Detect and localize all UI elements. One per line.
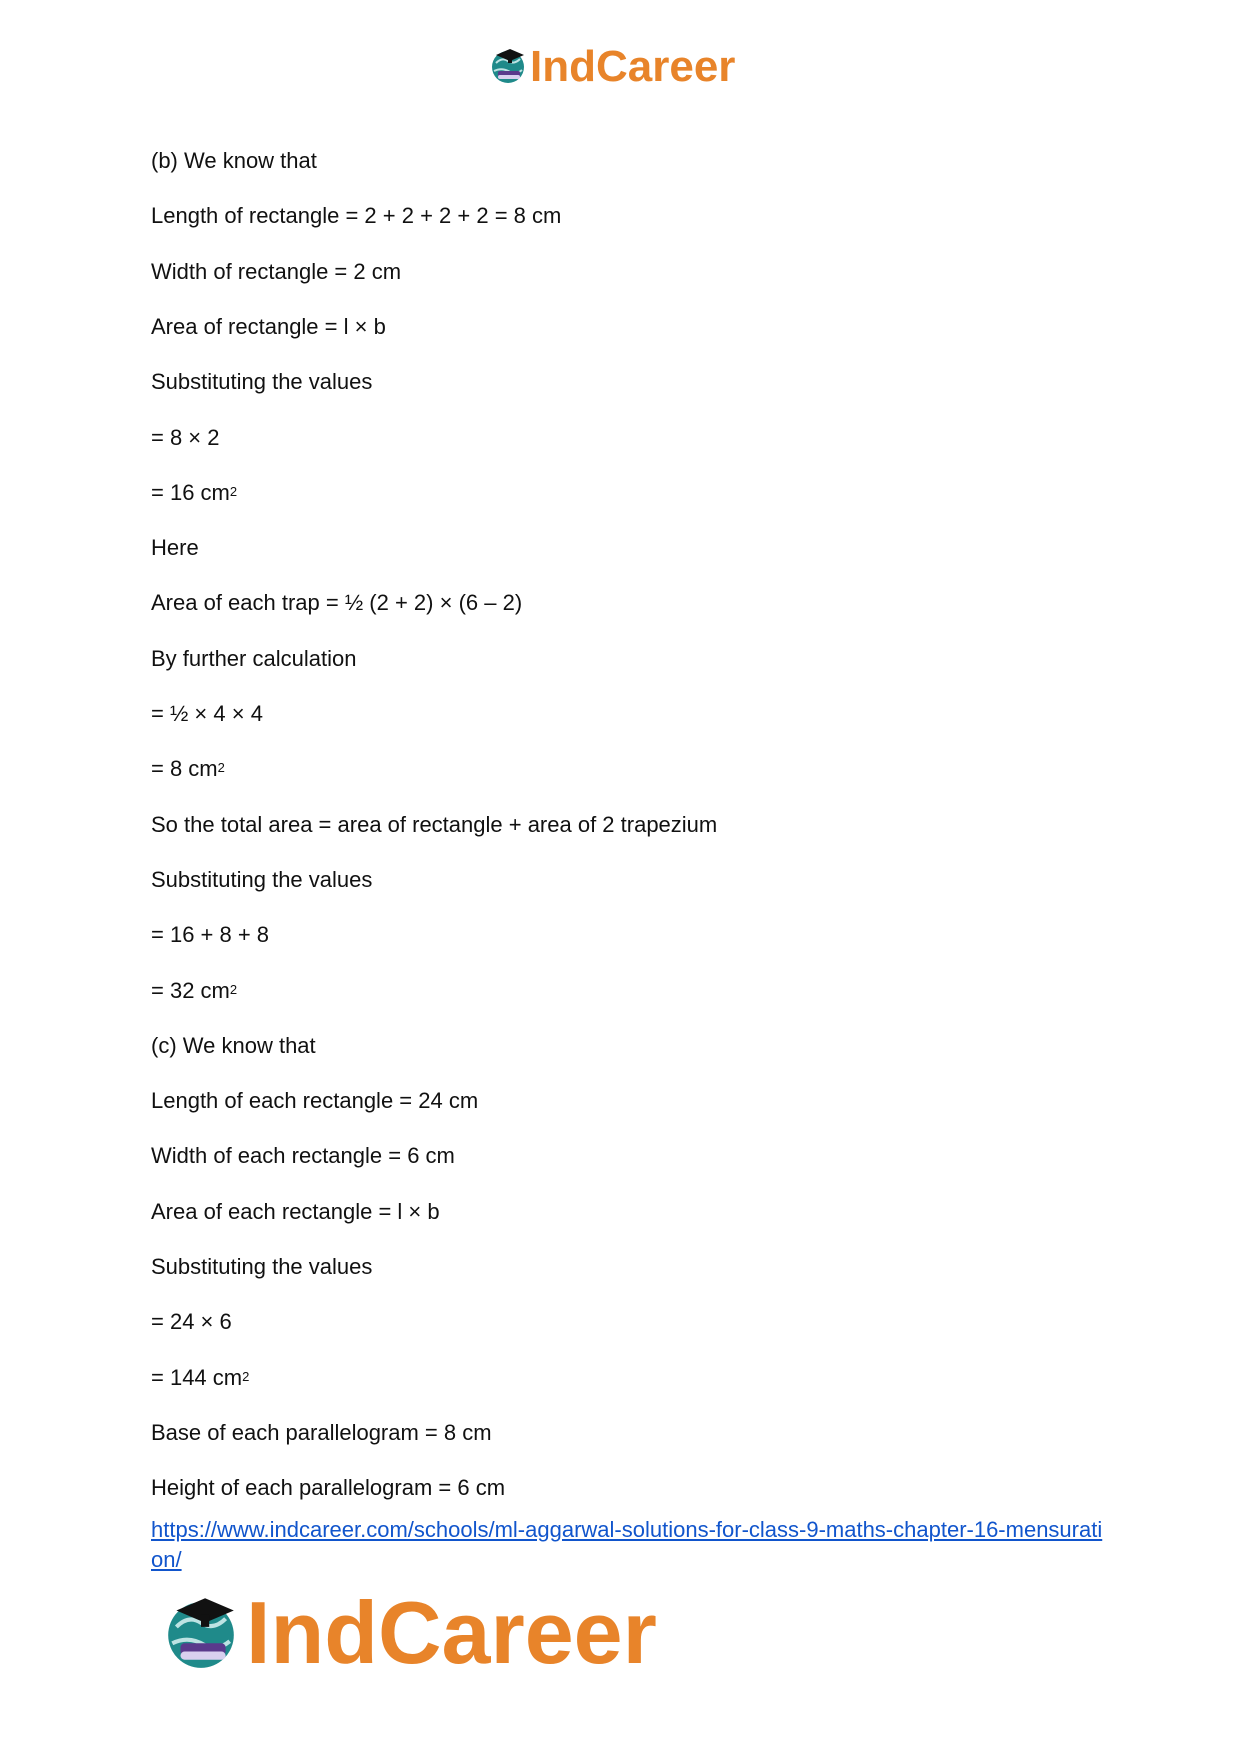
line-text: Length of rectangle = 2 + 2 + 2 + 2 = 8 cm (151, 203, 562, 229)
text-line (151, 1032, 316, 1060)
superscript: 2 (229, 483, 238, 499)
text-line (151, 977, 237, 1008)
source-link[interactable]: https://www.indcareer.com/schools/ml-aggarwal-solutions-for-class-9-maths-chapter-16-mensuration/ (151, 1517, 1103, 1572)
text-line (151, 700, 263, 728)
line-text: Height of each parallelogram = 6 cm (151, 1475, 506, 1501)
line-text: Width of each rectangle = 6 cm (151, 1143, 455, 1169)
text-line (151, 1198, 440, 1226)
text-line (151, 534, 199, 562)
line-text: Substituting the values (151, 866, 373, 892)
text-line (151, 479, 237, 510)
text-line (151, 589, 522, 617)
superscript: 2 (229, 981, 238, 997)
line-text: Substituting the values (151, 1254, 373, 1279)
line-text: = 144 cm (151, 1364, 243, 1390)
text-line (151, 755, 225, 786)
text-line (151, 1364, 249, 1395)
line-text: Substituting the values (151, 369, 373, 395)
line-text: Width of rectangle = 2 cm (151, 258, 402, 284)
text-line (151, 424, 220, 452)
line-text: = 24 × 6 (151, 1309, 232, 1335)
text-line (151, 202, 561, 230)
line-text: = 8 cm (151, 756, 218, 782)
line-text: By further calculation (151, 645, 357, 671)
logo-globe-icon (160, 1590, 242, 1677)
text-line (151, 147, 317, 175)
header-logo (488, 42, 735, 92)
line-text: = 16 + 8 + 8 (151, 922, 270, 948)
superscript: 2 (217, 760, 225, 776)
text-line (151, 1087, 478, 1115)
text-line (151, 921, 269, 949)
logo-text: IndCareer (530, 42, 736, 91)
line-text: Here (151, 535, 199, 561)
line-text: = 8 × 2 (151, 424, 220, 450)
superscript: 2 (242, 1368, 250, 1384)
text-line (151, 811, 717, 839)
line-text: Base of each parallelogram = 8 cm (151, 1419, 492, 1445)
logo-globe-icon (488, 45, 528, 90)
text-line (151, 368, 372, 396)
text-line (151, 313, 386, 341)
line-text: Area of each rectangle = l × b (151, 1198, 440, 1224)
line-text: Length of each rectangle = 24 cm (151, 1088, 479, 1114)
line-text: = 32 cm (151, 977, 230, 1003)
text-line (151, 866, 372, 894)
line-text: (b) We know that (151, 148, 317, 173)
logo-text: IndCareer (246, 1583, 657, 1682)
text-line (151, 1308, 232, 1336)
line-text: Area of each trap = ½ (2 + 2) × (6 – 2) (151, 590, 523, 616)
line-text: Area of rectangle = l × b (151, 313, 386, 339)
line-text: = ½ × 4 × 4 (151, 701, 263, 726)
line-text: (c) We know that (151, 1032, 316, 1058)
line-text: = 16 cm (151, 479, 230, 505)
line-text: So the total area = area of rectangle + area of 2 trapezium (151, 811, 718, 837)
text-line (151, 1419, 492, 1447)
text-line (151, 1474, 505, 1502)
text-line (151, 1253, 372, 1281)
footer-logo (160, 1583, 657, 1683)
text-line (151, 1142, 455, 1170)
text-line (151, 645, 356, 673)
text-line (151, 258, 401, 286)
